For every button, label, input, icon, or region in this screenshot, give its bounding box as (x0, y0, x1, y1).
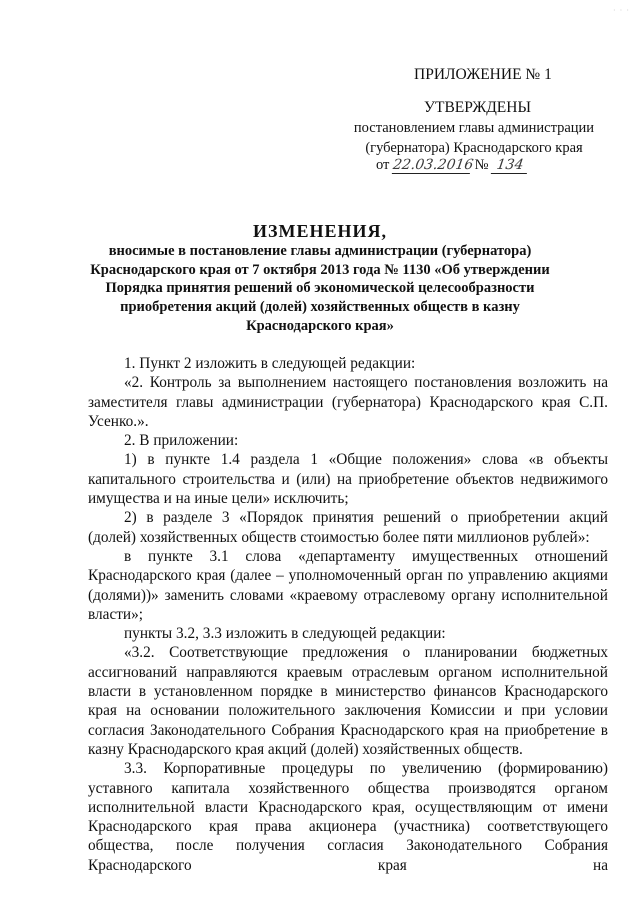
date-number-line (376, 157, 528, 174)
scan-corner-mark: · · · (613, 6, 630, 15)
resolution-line-2: (губернатора) Краснодарского края (365, 140, 583, 156)
approved-heading: УТВЕРЖДЕНЫ (424, 99, 531, 116)
body-paragraph: 3.3. Корпоративные процедуры по увеличению (формированию) уставного капитала хозяйственного общества производятся органом исполнительной власти Краснодарского края, осуществляющим от имени Краснодарского края права акционера (участника) соответствующего общества, после получения согласия Законодательного Собрания Краснодарского края на (88, 760, 608, 874)
body-paragraph: пункты 3.2, 3.3 изложить в следующей редакции: (124, 625, 446, 643)
body-paragraph: 2) в разделе 3 «Порядок принятия решений о приобретении акций (долей) хозяйственных обществ стоимостью более пяти миллионов рублей»: (88, 509, 608, 546)
handwritten-number: 134 (491, 157, 529, 174)
appendix-label: ПРИЛОЖЕНИЕ № 1 (414, 66, 552, 83)
resolution-line-1: постановлением главы администрации (353, 120, 595, 136)
number-prefix: № (474, 157, 489, 173)
date-prefix: от (376, 157, 390, 173)
document-subtitle: вносимые в постановление главы администрации (губернатора) Краснодарского края от 7 октября 2013 года № 1130 «Об утверждении Порядка принятия решений об экономической целесообразности приобретения акций (долей) хозяйственных обществ в казну Краснодарского края» (90, 243, 550, 334)
body-paragraph: в пункте 3.1 слова «департаменту имущественных отношений Краснодарского края (далее – уполномоченный орган по управлению акциями (долями))» заменить словами «краевому отраслевому органу исполнительной власти»; (88, 547, 608, 623)
document-title: ИЗМЕНЕНИЯ, (252, 221, 387, 241)
body-paragraph: «2. Контроль за выполнением настоящего постановления возложить на заместителя главы администрации (губернатора) Краснодарского края С.П. Усенко.». (88, 374, 608, 430)
body-paragraph: 2. В приложении: (124, 432, 239, 450)
body-paragraph: 1) в пункте 1.4 раздела 1 «Общие положения» слова «в объекты капитального строительства и (или) на приобретение объектов недвижимого имущества и на иные цели» исключить; (88, 451, 608, 508)
body-paragraph: 1. Пункт 2 изложить в следующей редакции: (124, 355, 416, 372)
handwritten-date: 22.03.2016 (391, 157, 475, 173)
document-body (88, 354, 608, 875)
body-paragraph: «3.2. Соответствующие предложения о планировании бюджетных ассигнований направляются краевым отраслевым органом исполнительной власти в установленном порядке в министерство финансов Краснодарского края на основании положительного заключения Комиссии и при условии согласия Законодательного Собрания Краснодарского края на приобретение в казну Краснодарского края акций (долей) хозяйственных обществ. (88, 644, 608, 758)
